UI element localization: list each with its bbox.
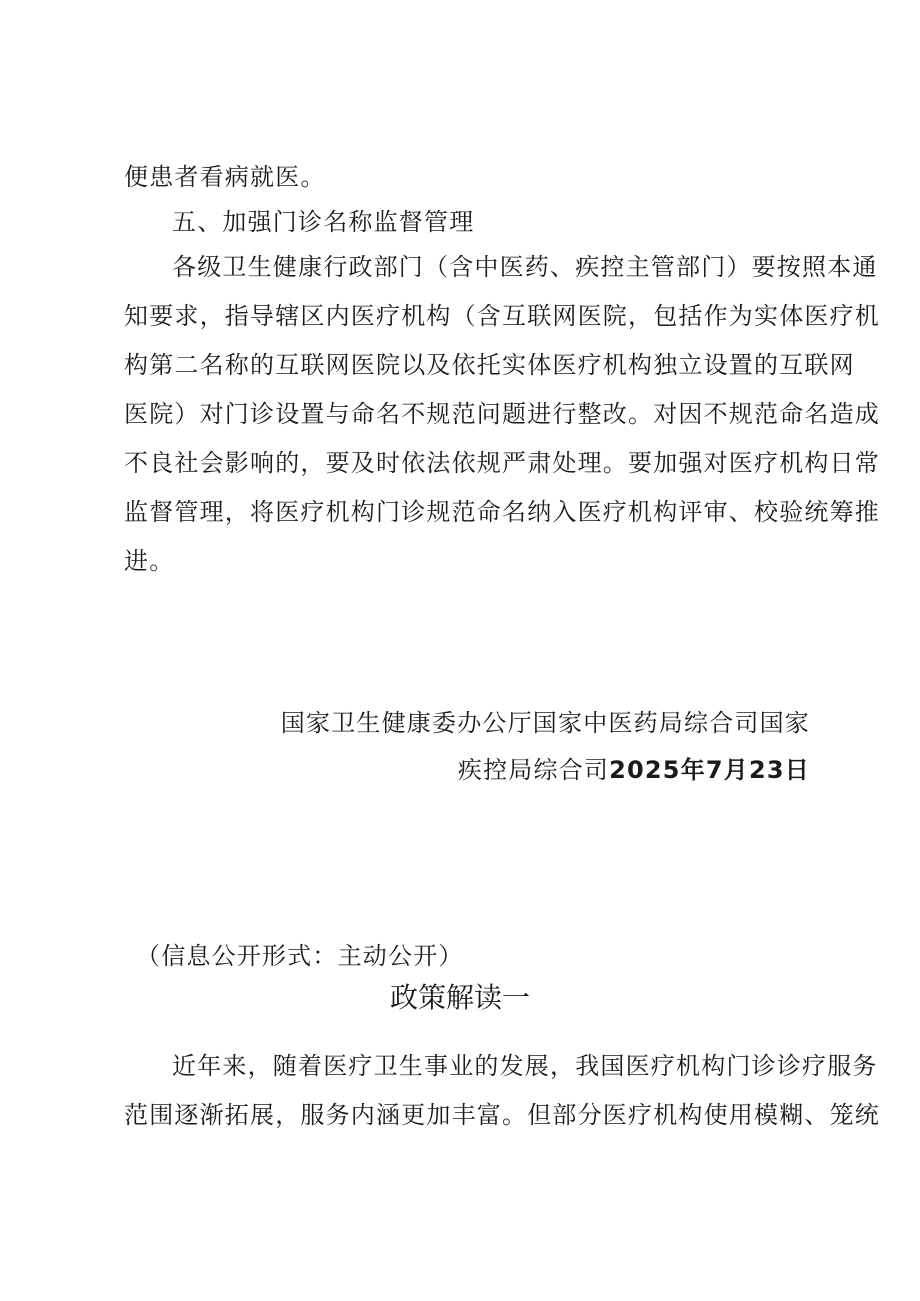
- interpretation-line: 范围逐渐拓展，服务内涵更加丰富。但部分医疗机构使用模糊、笼统: [124, 1101, 880, 1129]
- previous-paragraph-tail: 便患者看病就医。: [124, 163, 326, 191]
- paragraph-line: 医院）对门诊设置与命名不规范问题进行整改。对因不规范命名造成: [124, 400, 880, 428]
- paragraph-line: 知要求，指导辖区内医疗机构（含互联网医院，包括作为实体医疗机: [124, 302, 880, 330]
- paragraph-line: 进。: [124, 547, 175, 575]
- paragraph-line: 各级卫生健康行政部门（含中医药、疾控主管部门）要按照本通: [172, 253, 878, 281]
- paragraph-line: 监督管理，将医疗机构门诊规范命名纳入医疗机构评审、校验统筹推: [124, 498, 880, 526]
- section-heading: 五、加强门诊名称监督管理: [172, 208, 475, 236]
- signature-date: 2025年7月23日: [609, 756, 810, 784]
- interpretation-line: 近年来，随着医疗卫生事业的发展，我国医疗机构门诊诊疗服务: [172, 1052, 878, 1080]
- signature-issuer: 国家卫生健康委办公厅国家中医药局综合司国家: [280, 709, 810, 737]
- disclosure-note: （信息公开形式：主动公开）: [136, 942, 464, 970]
- interpretation-title: 政策解读一: [389, 981, 530, 1014]
- paragraph-line: 不良社会影响的，要及时依法依规严肃处理。要加强对医疗机构日常: [124, 449, 880, 477]
- paragraph-line: 构第二名称的互联网医院以及依托实体医疗机构独立设置的互联网: [124, 351, 855, 379]
- signature-issuer-date: [124, 749, 810, 791]
- signature-issuer-tail: 疾控局综合司: [457, 756, 610, 784]
